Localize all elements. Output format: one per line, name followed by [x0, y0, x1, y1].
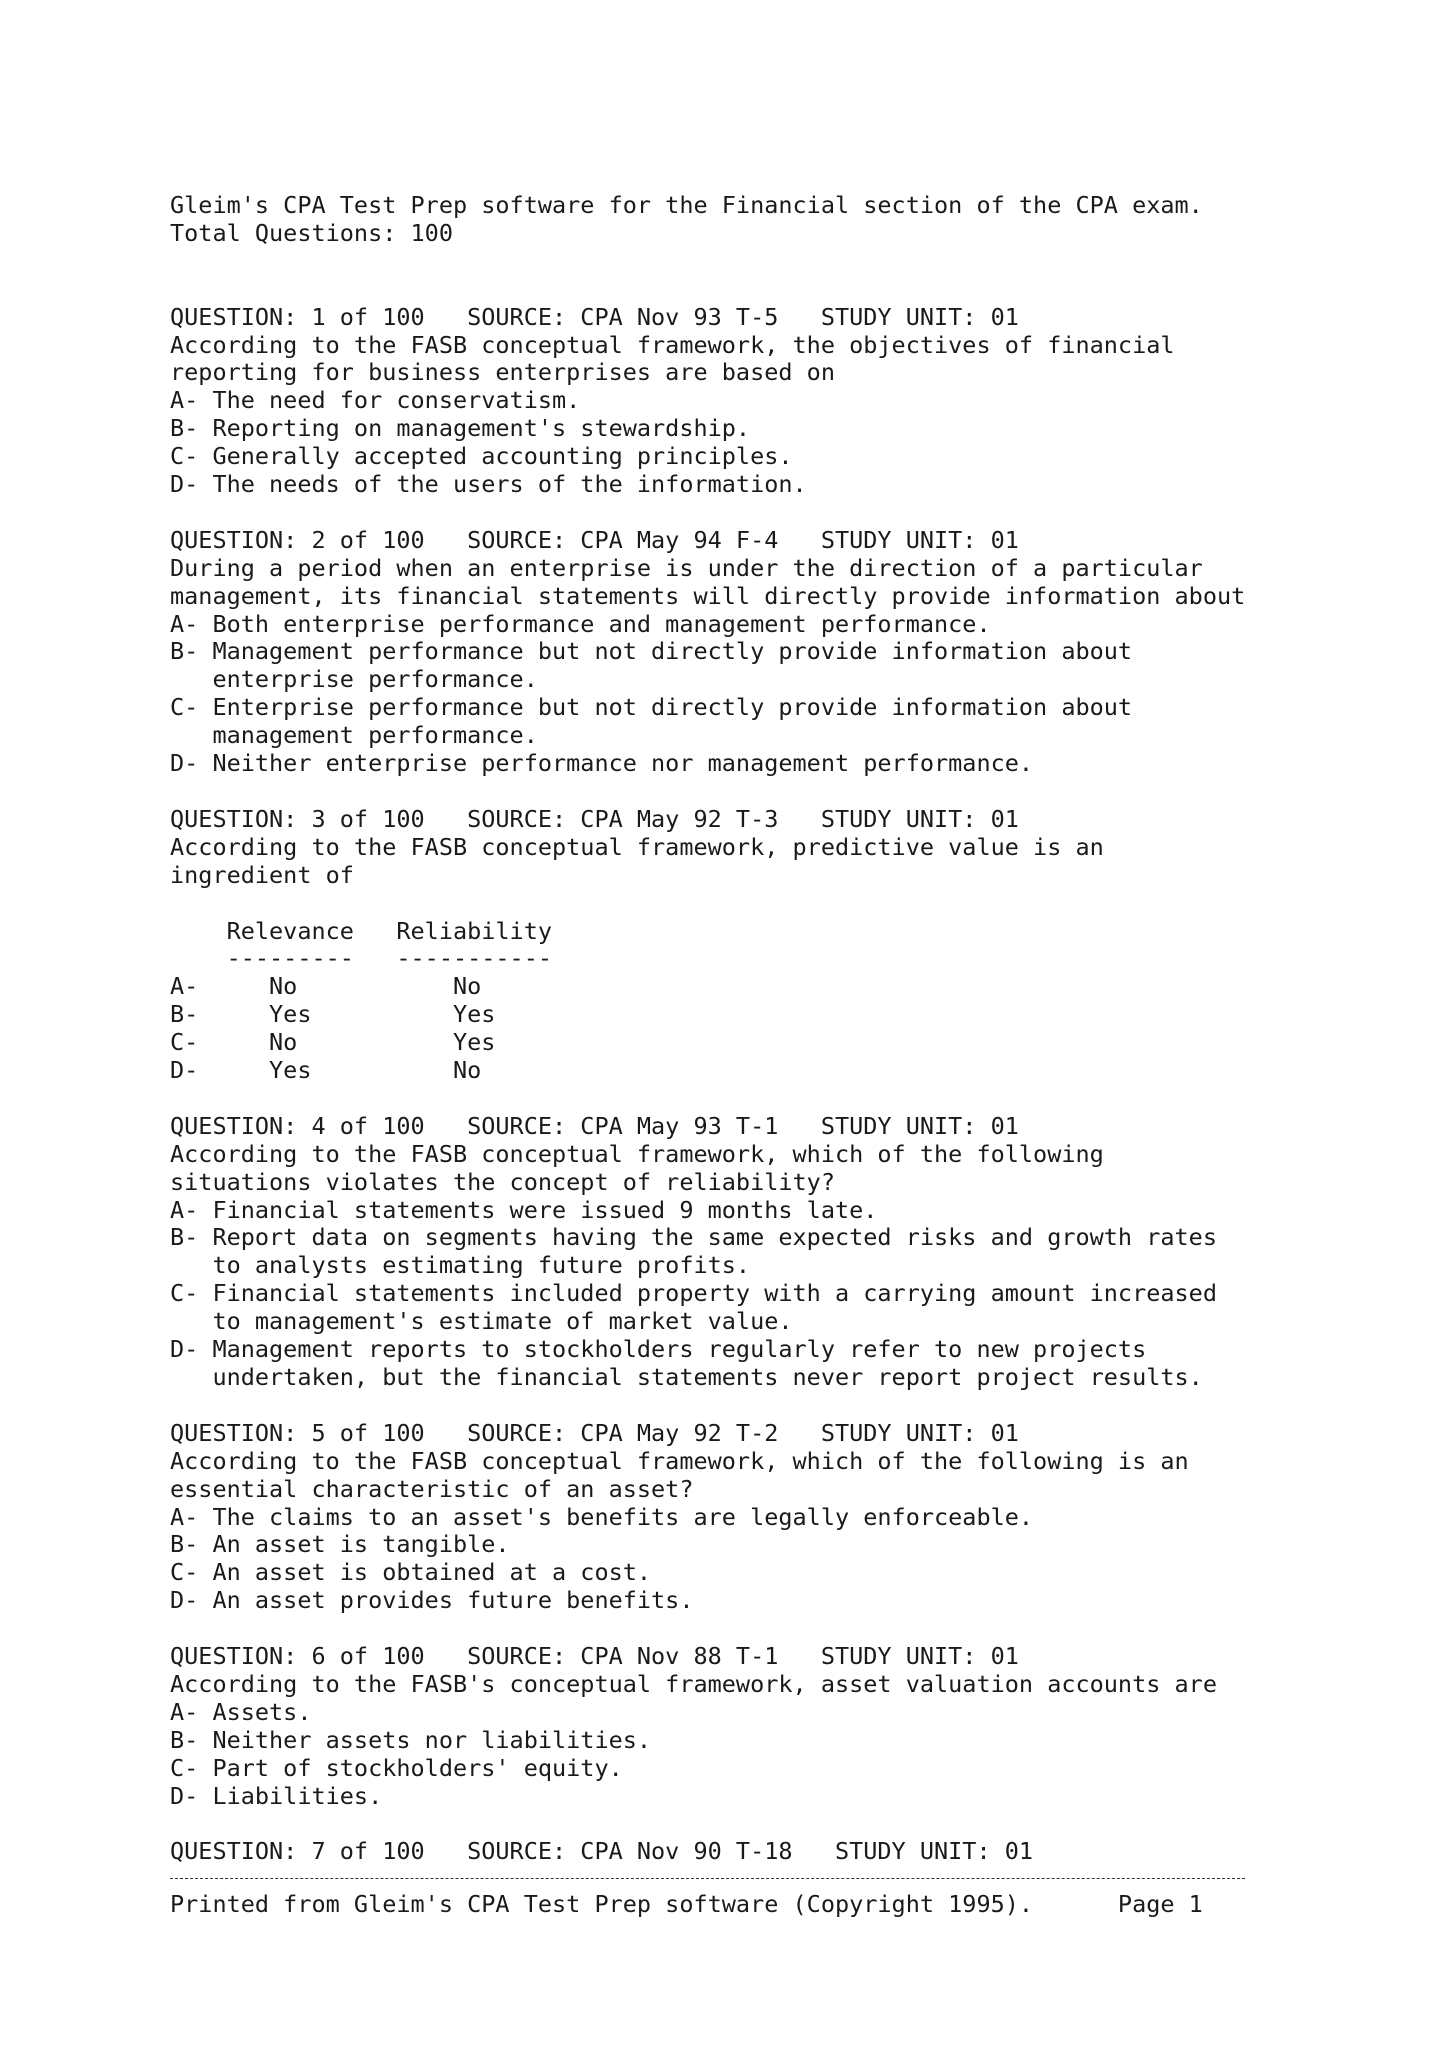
answer-option-line: C- An asset is obtained at a cost. [170, 1558, 652, 1587]
answer-option-line: A- The claims to an asset's benefits are legally enforceable. [170, 1502, 1034, 1531]
document-page [170, 192, 1370, 1919]
question-block [170, 806, 1370, 1085]
answer-option-line: C- Financial statements included property with a carrying amount increased [170, 1279, 1217, 1308]
answer-option-line: B- An asset is tangible. [170, 1530, 510, 1559]
answer-option [170, 1699, 1370, 1727]
answer-option-line: D- The needs of the users of the information. [170, 470, 807, 499]
answer-option [170, 1587, 1370, 1615]
answer-option-line: B- Management performance but not directly provide information about [170, 637, 1133, 666]
question-header: QUESTION: 3 of 100 SOURCE: CPA May 92 T-3 STUDY UNIT: 01 [170, 804, 1019, 833]
question-block [170, 1643, 1370, 1810]
answer-option-line: A- Assets. [170, 1697, 312, 1726]
answer-option-line: enterprise performance. [170, 665, 538, 694]
answer-option-line: D- Liabilities. [170, 1781, 383, 1810]
answer-option-line: to analysts estimating future profits. [170, 1251, 751, 1280]
question-stem-line: According to the FASB conceptual framework, which of the following is an [170, 1446, 1189, 1475]
answer-option [170, 1531, 1370, 1559]
page-footer: Printed from Gleim's CPA Test Prep software (Copyright 1995). Page 1 [170, 1890, 1203, 1919]
question-header: QUESTION: 5 of 100 SOURCE: CPA May 92 T-2 STUDY UNIT: 01 [170, 1418, 1019, 1447]
answer-option-line: A- Both enterprise performance and management performance. [170, 609, 991, 638]
answer-option-line: undertaken, but the financial statements never report project results. [170, 1362, 1203, 1391]
answer-option [170, 1197, 1370, 1225]
answer-option [170, 1755, 1370, 1783]
answer-option [170, 694, 1370, 750]
question-stem-line: According to the FASB's conceptual framework, asset valuation accounts are [170, 1669, 1217, 1698]
question-stem-line: According to the FASB conceptual framework, the objectives of financial [170, 330, 1175, 359]
question-block [170, 304, 1370, 499]
answer-table-row: --------- ----------- [170, 944, 553, 973]
question-stem-line: management, its financial statements will directly provide information about [170, 581, 1246, 610]
answer-option-line: A- The need for conservatism. [170, 386, 581, 415]
question-stem-line: During a period when an enterprise is under the direction of a particular [170, 553, 1203, 582]
document-title: Gleim's CPA Test Prep software for the Financial section of the CPA exam. [170, 191, 1203, 219]
answer-option-line: to management's estimate of market value. [170, 1307, 793, 1336]
answer-option [170, 750, 1370, 778]
answer-option [170, 443, 1370, 471]
answer-option-line: A- Financial statements were issued 9 months late. [170, 1195, 878, 1224]
answer-option-line: B- Report data on segments having the same expected risks and growth rates [170, 1223, 1217, 1252]
question-stem-line: situations violates the concept of reliability? [170, 1167, 835, 1196]
question-block [170, 1838, 1370, 1866]
question-header: QUESTION: 6 of 100 SOURCE: CPA Nov 88 T-1 STUDY UNIT: 01 [170, 1642, 1019, 1671]
answer-table-row: D- Yes No [170, 1056, 482, 1085]
question-block [170, 527, 1370, 778]
answer-option-line: C- Part of stockholders' equity. [170, 1753, 623, 1782]
question-list [170, 304, 1370, 1867]
answer-option-line: B- Reporting on management's stewardship. [170, 414, 751, 443]
answer-option [170, 387, 1370, 415]
answer-option [170, 1559, 1370, 1587]
total-questions: Total Questions: 100 [170, 218, 453, 247]
answer-option-line: C- Generally accepted accounting principles. [170, 442, 793, 471]
question-header: QUESTION: 7 of 100 SOURCE: CPA Nov 90 T-18 STUDY UNIT: 01 [170, 1837, 1034, 1866]
question-stem-line: reporting for business enterprises are based on [170, 358, 835, 387]
answer-option [170, 471, 1370, 499]
answer-table-row: Relevance Reliability [170, 916, 553, 945]
answer-option-line: C- Enterprise performance but not directly provide information about [170, 693, 1133, 722]
answer-option [170, 1280, 1370, 1336]
footer-divider [170, 1878, 1245, 1879]
answer-option-line: D- Neither enterprise performance nor management performance. [170, 749, 1034, 778]
answer-option [170, 1727, 1370, 1755]
answer-option-line: D- An asset provides future benefits. [170, 1586, 694, 1615]
question-stem-line: ingredient of [170, 860, 354, 889]
question-stem-line: According to the FASB conceptual framework, which of the following [170, 1139, 1104, 1168]
answer-option [170, 638, 1370, 694]
answer-option-line: D- Management reports to stockholders regularly refer to new projects [170, 1335, 1147, 1364]
question-header: QUESTION: 1 of 100 SOURCE: CPA Nov 93 T-5 STUDY UNIT: 01 [170, 302, 1019, 331]
answer-option [170, 415, 1370, 443]
answer-table-row: B- Yes Yes [170, 1000, 496, 1029]
answer-option [170, 1224, 1370, 1280]
question-stem-line: essential characteristic of an asset? [170, 1474, 694, 1503]
answer-option [170, 1336, 1370, 1392]
question-header: QUESTION: 4 of 100 SOURCE: CPA May 93 T-1 STUDY UNIT: 01 [170, 1111, 1019, 1140]
answer-table-row: A- No No [170, 972, 482, 1001]
question-stem-line: According to the FASB conceptual framework, predictive value is an [170, 832, 1104, 861]
answer-option [170, 1783, 1370, 1811]
answer-option [170, 611, 1370, 639]
answer-option [170, 1504, 1370, 1532]
answer-option-line: B- Neither assets nor liabilities. [170, 1725, 652, 1754]
question-block [170, 1420, 1370, 1615]
question-header: QUESTION: 2 of 100 SOURCE: CPA May 94 F-4 STUDY UNIT: 01 [170, 525, 1019, 554]
answer-table-row: C- No Yes [170, 1028, 496, 1057]
question-block [170, 1113, 1370, 1392]
answer-option-line: management performance. [170, 721, 538, 750]
